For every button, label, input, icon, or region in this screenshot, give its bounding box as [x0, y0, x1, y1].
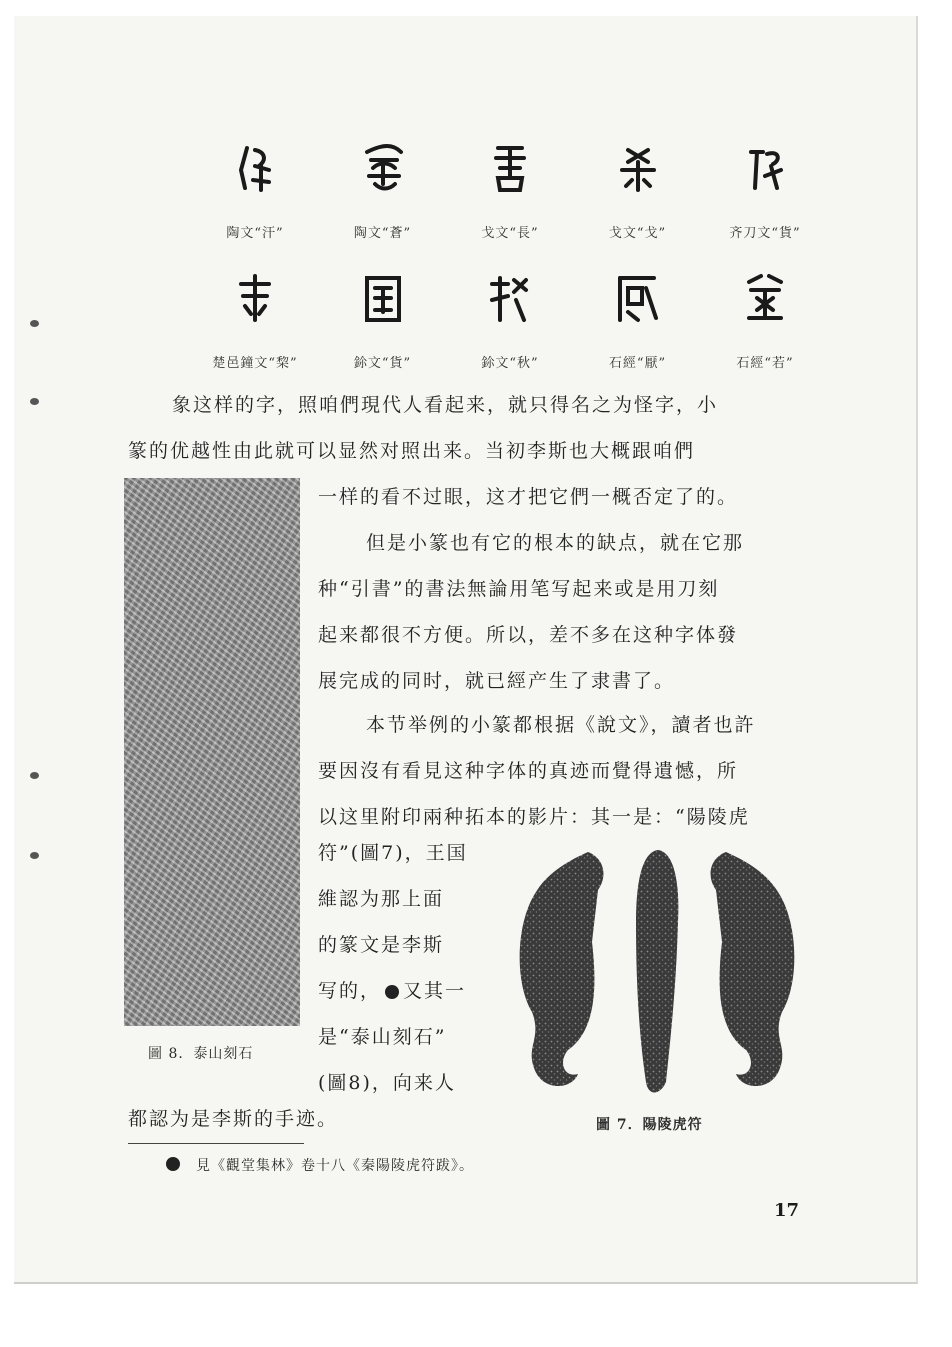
- seal-glyph: [455, 270, 565, 330]
- punch-hole: [30, 398, 39, 405]
- paragraph-1: [128, 382, 824, 474]
- figure-8-rubbing-image: [124, 478, 300, 1026]
- footnote-text: 見《觀堂集林》卷十八《秦陽陵虎符跋》。: [196, 1158, 474, 1174]
- figure-7-tiger-tally-image: [508, 842, 818, 1098]
- seal-glyph: [200, 140, 310, 200]
- seal-glyph: [455, 140, 565, 200]
- seal-glyph: [200, 270, 310, 330]
- footnote-marker-icon: [166, 1157, 180, 1171]
- text-line: 写的， 又其一: [318, 980, 467, 1002]
- paragraph-2: [318, 520, 824, 704]
- paragraph-5: [128, 1096, 588, 1142]
- text-line: 符”(圖7)，王国: [318, 842, 468, 864]
- seal-caption: 石經“厭”: [608, 356, 667, 371]
- seal-glyph: [583, 270, 693, 330]
- seal-glyph: [710, 270, 820, 330]
- text-line: 要因沒有看見这种字体的真迹而覺得遺憾，所: [318, 760, 739, 782]
- text-line: 本节举例的小篆都根据《說文》，讀者也許: [366, 714, 756, 736]
- paragraph-3: [318, 702, 824, 840]
- seal-caption-row-1: [200, 222, 820, 241]
- seal-caption: 鉩文“秋”: [481, 356, 539, 371]
- text-line: 都認为是李斯的手迹。: [128, 1108, 339, 1130]
- text-line: 是“泰山刻石”: [318, 1026, 447, 1048]
- seal-caption-row-2: [200, 352, 820, 371]
- seal-caption: 戈文“長”: [481, 226, 539, 241]
- punch-hole: [30, 852, 39, 859]
- punch-hole: [30, 772, 39, 779]
- footnote-marker-icon: [385, 985, 399, 999]
- text-line: 維認为那上面: [318, 888, 445, 910]
- text-line: 象这样的字，照咱們現代人看起来，就只得名之为怪字，小: [172, 394, 719, 416]
- seal-caption: 楚邑鐘文“棃”: [212, 356, 298, 371]
- text-line: 篆的优越性由此就可以显然对照出来。当初李斯也大概跟咱們: [128, 440, 696, 462]
- seal-glyph: [328, 140, 438, 200]
- figure-8-caption: 圖 8．泰山刻石: [148, 1046, 254, 1062]
- seal-caption: 戈文“戈”: [608, 226, 667, 241]
- seal-caption: 陶文“汗”: [226, 226, 284, 241]
- footnote-divider: [128, 1143, 304, 1144]
- paragraph-1-cont: [318, 474, 824, 520]
- text-line: 以这里附印兩种拓本的影片：其一是：“陽陵虎: [318, 806, 750, 828]
- seal-glyph-row-1: [200, 140, 820, 200]
- seal-caption: 齐刀文“貨”: [729, 226, 801, 241]
- text-line: (圖8)，向来人: [318, 1072, 456, 1094]
- seal-caption: 石經“若”: [736, 356, 794, 371]
- text-line: 种“引書”的書法無論用笔写起来或是用刀刻: [318, 578, 720, 600]
- seal-caption: 陶文“蒼”: [353, 226, 412, 241]
- figure-7-caption: 圖 7．陽陵虎符: [596, 1117, 703, 1133]
- seal-caption: 鉩文“貨”: [353, 356, 412, 371]
- page-number: 17: [774, 1200, 800, 1221]
- text-line: 一样的看不过眼，这才把它們一概否定了的。: [318, 486, 739, 508]
- text-line: 展完成的同时，就已經产生了隶書了。: [318, 670, 676, 692]
- text-line: 的篆文是李斯: [318, 934, 445, 956]
- text-line: 但是小篆也有它的根本的缺点，就在它那: [366, 532, 745, 554]
- punch-hole: [30, 320, 39, 327]
- text-line: 起来都很不方便。所以，差不多在这种字体發: [318, 624, 739, 646]
- seal-glyph: [710, 140, 820, 200]
- seal-glyph: [328, 270, 438, 330]
- seal-glyph-row-2: [200, 270, 820, 330]
- paragraph-4: [318, 830, 492, 1106]
- seal-glyph: [583, 140, 693, 200]
